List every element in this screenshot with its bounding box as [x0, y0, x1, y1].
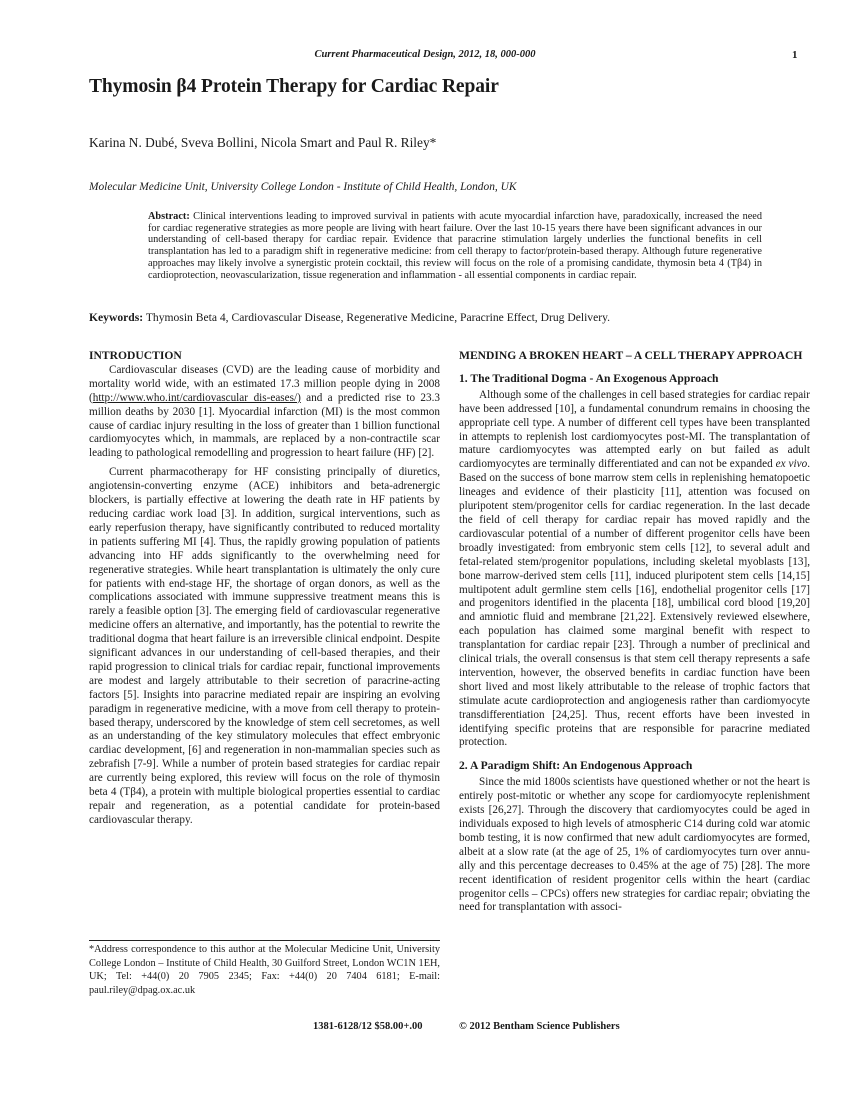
subsection-heading-2: 2. A Paradigm Shift: An Endogenous Approach — [459, 759, 693, 773]
issn-price: 1381-6128/12 $58.00+.00 — [313, 1021, 423, 1032]
section-heading-mending: MENDING A BROKEN HEART – A CELL THERAPY APPROACH — [459, 349, 803, 362]
affiliation: Molecular Medicine Unit, University College London - Institute of Child Health, London, UK — [89, 181, 517, 193]
keywords-text: Thymosin Beta 4, Cardiovascular Disease, Regenerative Medicine, Paracrine Effect, Drug Delivery. — [145, 311, 611, 324]
correspondence-footnote: *Address correspondence to this author at the Molecular Medicine Unit, University College London – Institute of Child Health, 30 Guilford Street, London WC1N 1EH, UK; Tel: +44(0) 20 7905 2345; Fax: +44(0) 20 7404 6181; E-mail: paul.riley@dpag.ox.ac.uk — [89, 944, 440, 997]
abstract — [148, 211, 762, 281]
copyright: © 2012 Bentham Science Publishers — [459, 1021, 620, 1032]
intro-p1-text-a: Cardiovascular diseases (CVD) are the leading cause of morbidity and mortality world wide, with an estimated 17.3 million people dying in 2008 ( — [89, 363, 440, 404]
who-link[interactable]: http://www.who.int/cardiovascular_dis-eases/) — [92, 391, 301, 404]
intro-paragraph-2: Current pharmacotherapy for HF consisting principally of diuretics, angiotensin-converting enzyme (ACE) inhibitors and beta-adrenergic blockers, is partially effective at lowering the death rate in HF patients by reducing cardiac work load [3]. In addition, surgical interventions, such as early reperfusion therapy, have significantly contributed to reduced mortality in patients suffering MI [4]. Thus, the rapidly growing population of patients advancing into HF adds significantly to the overwhelming need for regenerative strategies. While heart transplantation is ultimately the only cure for patients with end-stage HF, the shortage of organ donors, as well as the complications associated with immune suppressive treatment means this is rarely a feasible option [3]. The emerging field of cardiovascular regenerative medicine offers an alternative, and importantly, has the potential to rewrite the traditional dogma that heart failure is an irreversible clinical endpoint. Despite significant advances in our understanding of cell-based therapies, and their rapid progression to clinical trials for cardiac repair, functional improvements are modest and largely attributable to their secretion of paracrine-acting factors [5]. Insights into paracrine mediated repair are inspiring an evolving paradigm in regenerative medicine, with a move from cell therapy to protein-based therapy, underscored by the knowledge of stem cell secretomes, as well as an understanding of the key stimulatory molecules that effect embryonic cardiac development, [6] and regeneration in non-mammalian species such as zebrafish [7-9]. While a number of protein based strategies for cardiac repair are currently being explored, this review will focus on the role of thymosin beta 4 (Tβ4), a protein with multiple biological properties essential to cardiac repair and regeneration, as a potential candidate for protein-based cardiovascular therapy. — [89, 466, 440, 826]
section-heading-introduction: INTRODUCTION — [89, 349, 182, 362]
left-column — [89, 349, 440, 828]
footnote-divider — [89, 940, 440, 941]
author-list: Karina N. Dubé, Sveva Bollini, Nicola Smart and Paul R. Riley* — [89, 135, 437, 150]
section1-italic-term: ex vivo — [775, 458, 808, 471]
section2-paragraph: Since the mid 1800s scientists have questioned whether or not the heart is entirely post-mitotic or whether any scope for cardiomyocyte replenishment exists [26,27]. Through the discovery that cardiomyocytes could be aged in individuals exposed to high levels of atmospheric C14 during cold war atomic bomb testing, it is now confirmed that new adult cardiomyocytes are formed, albeit at a slow rate (at the age of 25, 1% of cardiomyocytes turn over annually and this percentage decreases to 0.45% at the age of 75) [28]. The more recent identification of resident progenitor cells within the heart (cardiac progenitor cells – CPCs) offers new strategies for cardiac repair; obviating the need for transplantation with associ- — [459, 776, 810, 914]
keywords-label: Keywords: — [89, 311, 144, 324]
abstract-label: Abstract: — [148, 211, 190, 222]
section1-text-b: . Based on the success of bone marrow stem cells in replenishing hematopoetic lineages and evidence of their plasticity [11], attention was focused on pluripotent stem/progenitor cells for cardiac regeneration. In the last decade the field of cell therapy for cardiac repair has moved rapidly and the cardiovascular potential of a number of different progenitor cells have been broadly investigated: from embryonic stem cells [12], to several adult and fetal-related stem/progenitor populations, including skeletal myoblasts [13], bone marrow-derived stem cells [11], induced pluripotent stem cells [14,15] multipotent adult germline stem cells [16], endothelial progenitor cells [17] and progenitors identified in the placenta [18], umbilical cord blood [19,20] and amniotic fluid and membrane [21,22]. Extensively reviewed elsewhere, each population has claimed some marginal benefit with respect to transplantation for cardiac repair [23]. Through a number of preclinical and clinical trials, the overall consensus is that stem cell therapy represents a safe intervention, however, the observed benefits in cardiac function have been short lived and most likely attributable to the release of trophic factors that stimulate acute cardioprotection and angiogenesis rather than cardiomyocyte transdifferentiation [24,25]. Thus, recent efforts have been invested in identifying specific proteins that are responsible for paracrine mediated protection. — [459, 458, 810, 749]
abstract-text: Clinical interventions leading to improved survival in patients with acute myocardial infarction have, paradoxically, increased the need for cardiac regenerative strategies as more people are living with heart failure. Over the last 10-15 years there have been significant advances in our understanding of cell-based therapy for cardiac repair. Evidence that paracrine stimulation largely underlies the functional benefits in cell transplantation has led to a paradigm shift in regenerative medicine: from cell therapy to factor/protein-based therapy. Although future regenerative approaches may likely involve a synergistic protein cocktail, this review will focus on the role of a promising candidate, thymosin beta 4 (Tβ4) in cardioprotection, neovascularization, tissue regeneration and inflammation - all essential components in cardiac repair. — [148, 211, 763, 281]
subsection-heading-1: 1. The Traditional Dogma - An Exogenous Approach — [459, 371, 719, 385]
intro-p1-text-b: and a predicted rise to 23.3 million deaths by 2030 [1]. Myocardial infarction (MI) is the most common cause of cardiac injury resulting in the loss of greater than 1 billion functional cardiomyocytes which, in mammals, are replaced by a non-contractile scar leading to pathological remodelling and progression to heart failure (HF) [2]. — [89, 391, 440, 460]
section1-text-a: Although some of the challenges in cell based strategies for cardiac repair have been addressed [10], a fundamental conundrum remains in choosing the appropriate cell type. A number of different cell types have been transplanted in attempts to replenish lost cardiomyocytes post-MI. The transplantation of mature cardiomyocytes was attempted early on but failed as adult cardiomyocytes are terminally differentiated and can not be expanded — [459, 388, 810, 471]
intro-paragraph-1 — [89, 364, 440, 461]
keywords — [89, 311, 610, 324]
section1-paragraph — [459, 389, 810, 751]
page-number: 1 — [792, 49, 798, 61]
running-head: Current Pharmaceutical Design, 2012, 18, 000-000 — [314, 49, 536, 60]
article-title: Thymosin β4 Protein Therapy for Cardiac Repair — [89, 76, 499, 97]
right-column — [459, 349, 810, 915]
